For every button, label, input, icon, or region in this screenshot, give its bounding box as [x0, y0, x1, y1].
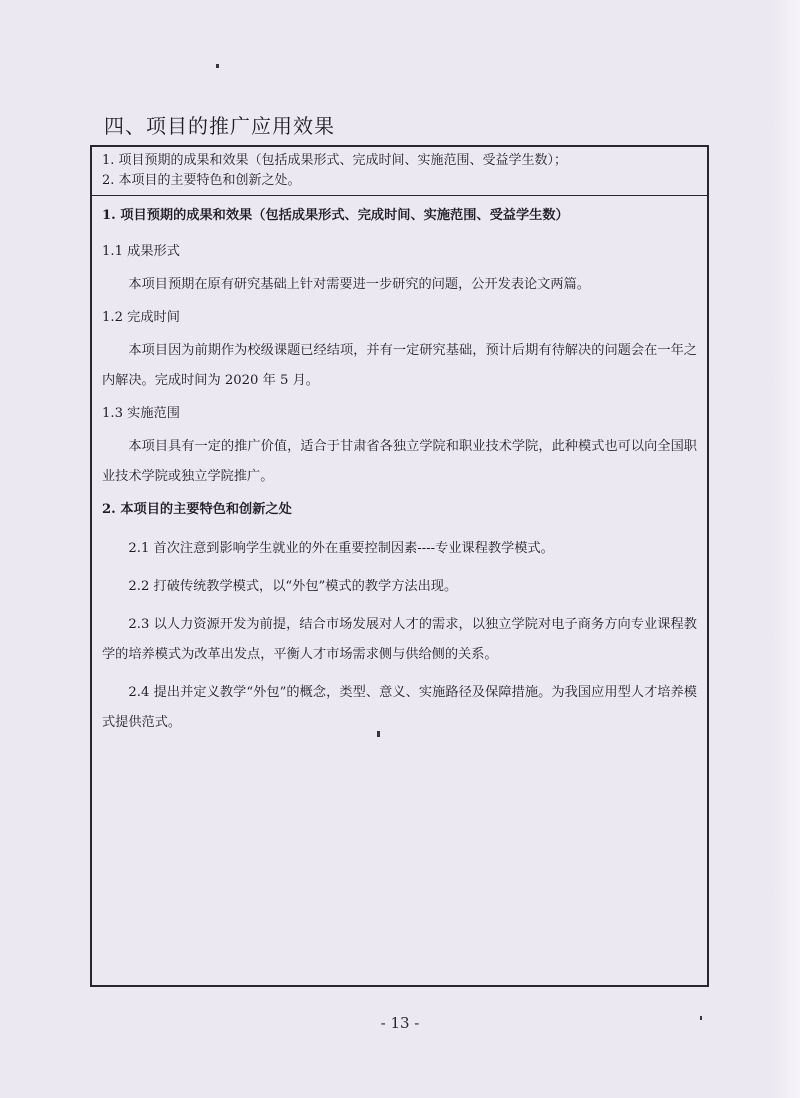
instruction-line: 2. 本项目的主要特色和创新之处。: [102, 173, 301, 188]
sub3-title: 1.3 实施范围: [102, 406, 180, 421]
sub3-text: 本项目具有一定的推广价值，适合于甘肃省各独立学院和职业技术学院，此种模式也可以向全国职业技术学院或独立学院推广。: [102, 439, 697, 484]
feature-item: 2.2 打破传统教学模式，以“外包”模式的教学方法出现。: [128, 579, 458, 594]
part2-heading: 2. 本项目的主要特色和创新之处: [102, 502, 292, 517]
scan-speck: [216, 64, 219, 68]
sub2-title: 1.2 完成时间: [102, 310, 180, 325]
sub2-text: 本项目因为前期作为校级课题已经结项，并有一定研究基础，预计后期有待解决的问题会在一年之内解决。完成时间为 2020 年 5 月。: [102, 343, 697, 388]
section-title: 四、项目的推广应用效果: [104, 114, 335, 138]
sub1-text: 本项目预期在原有研究基础上针对需要进一步研究的问题，公开发表论文两篇。: [128, 277, 590, 292]
instructions-box: [92, 147, 707, 196]
content-body: [92, 196, 707, 738]
feature-item: 2.1 首次注意到影响学生就业的外在重要控制因素----专业课程教学模式。: [128, 541, 554, 556]
content-frame: [90, 145, 709, 987]
scan-speck: [377, 731, 380, 737]
page-edge: [772, 0, 800, 1098]
instruction-line: 1. 项目预期的成果和效果（包括成果形式、完成时间、实施范围、受益学生数）；: [102, 153, 568, 168]
sub1-title: 1.1 成果形式: [102, 244, 180, 259]
feature-item: 2.4 提出并定义教学“外包”的概念，类型、意义、实施路径及保障措施。为我国应用型人才培养模式提供范式。: [102, 685, 697, 730]
page-number: - 13 -: [380, 1014, 420, 1032]
feature-item: 2.3 以人力资源开发为前提，结合市场发展对人才的需求，以独立学院对电子商务方向专业课程教学的培养模式为改革出发点，平衡人才市场需求侧与供给侧的关系。: [102, 617, 697, 662]
part1-heading: 1. 项目预期的成果和效果（包括成果形式、完成时间、实施范围、受益学生数）: [102, 208, 569, 223]
